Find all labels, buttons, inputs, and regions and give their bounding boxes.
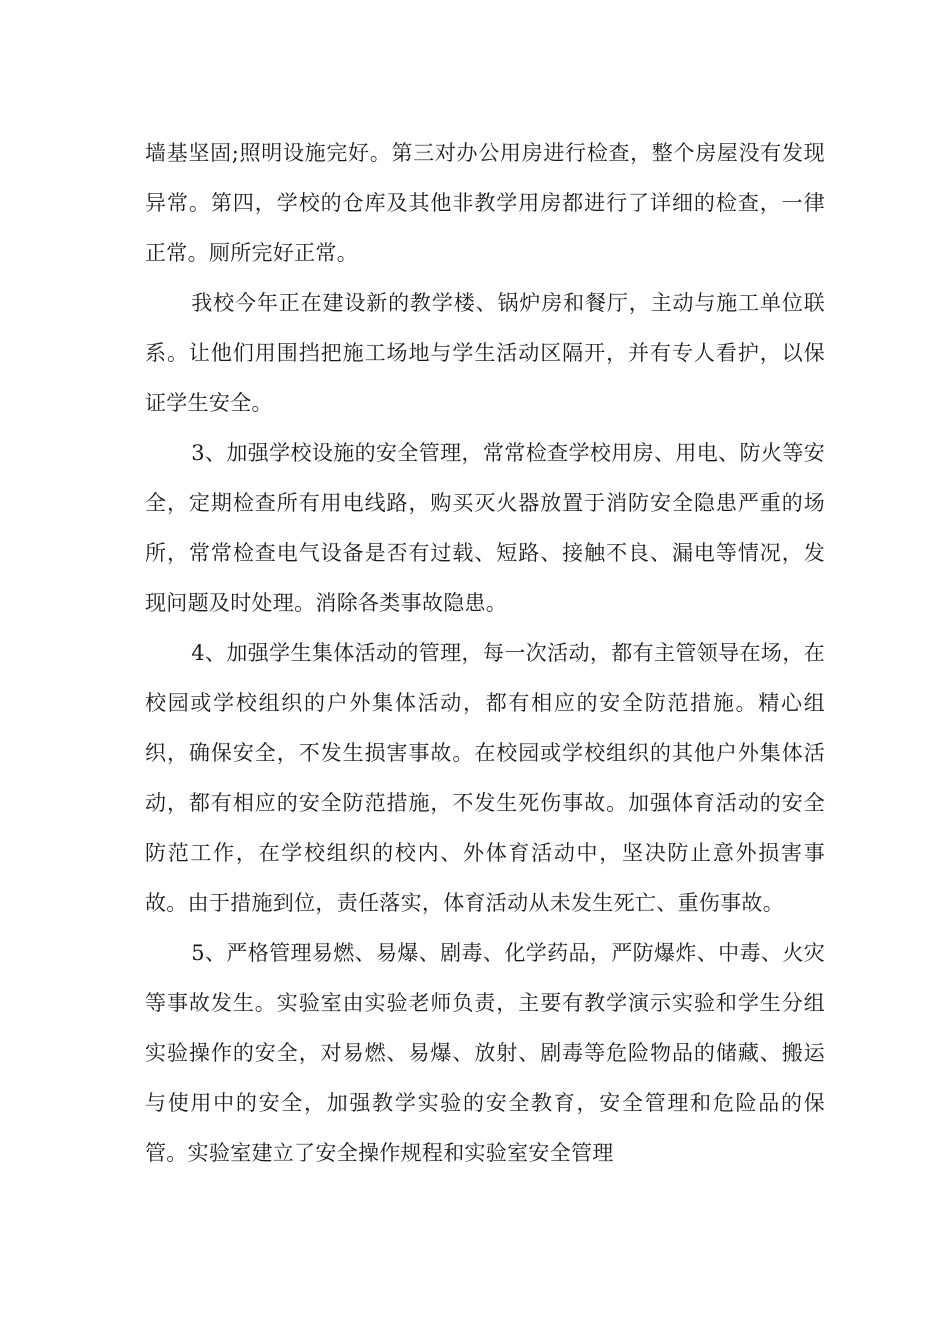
paragraph-1: 墙基坚固;照明设施完好。第三对办公用房进行检查，整个房屋没有发现异常。第四，学校的仓库及其他非教学用房都进行了详细的检查，一律正常。厕所完好正常。 (145, 141, 825, 265)
paragraph-2: 我校今年正在建设新的教学楼、锅炉房和餐厅，主动与施工单位联系。让他们用围挡把施工场地与学生活动区隔开，并有专人看护，以保证学生安全。 (145, 291, 825, 415)
paragraph-4: 4、加强学生集体活动的管理，每一次活动，都有主管领导在场，在校园或学校组织的户外集体活动，都有相应的安全防范措施。精心组织，确保安全，不发生损害事故。在校园或学校组织的其他户外集体活动，都有相应的安全防范措施，不发生死伤事故。加强体育活动的安全防范工作，在学校组织的校内、外体育活动中，坚决防止意外损害事故。由于措施到位，责任落实，体育活动从未发生死亡、重伤事故。 (145, 641, 825, 915)
paragraph-3: 3、加强学校设施的安全管理，常常检查学校用房、用电、防火等安全，定期检查所有用电线路，购买灭火器放置于消防安全隐患严重的场所，常常检查电气设备是否有过载、短路、接触不良、漏电等情况，发现问题及时处理。消除各类事故隐患。 (145, 441, 825, 615)
paragraph-5: 5、严格管理易燃、易爆、剧毒、化学药品，严防爆炸、中毒、火灾等事故发生。实验室由实验老师负责，主要有教学演示实验和学生分组实验操作的安全，对易燃、易爆、放射、剧毒等危险物品的储藏、搬运与使用中的安全，加强教学实验的安全教育，安全管理和危险品的保管。实验室建立了安全操作规程和实验室安全管理 (145, 941, 825, 1165)
document-body (145, 128, 825, 1178)
